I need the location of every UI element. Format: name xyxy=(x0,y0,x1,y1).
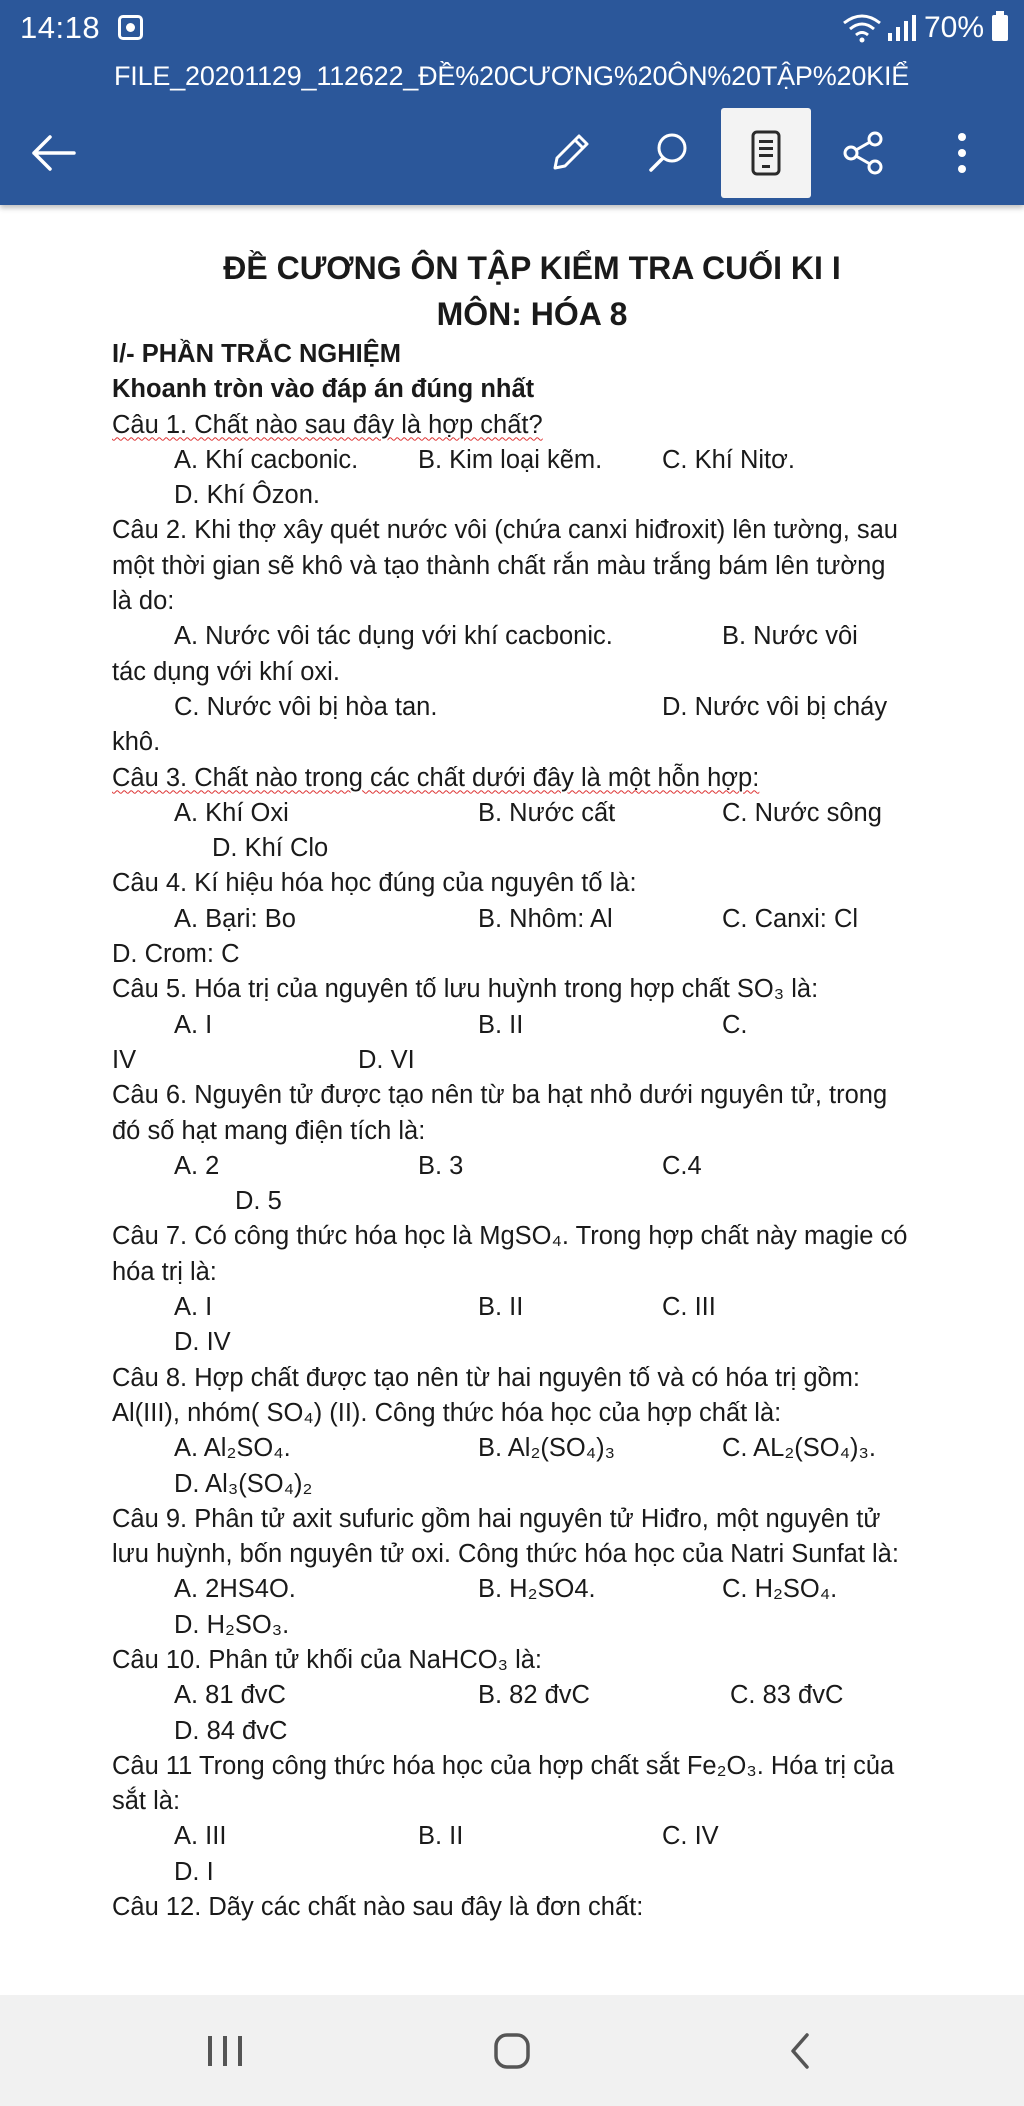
answer-row xyxy=(112,1149,912,1184)
answer-d: D. 5 xyxy=(235,1187,282,1216)
edit-button[interactable] xyxy=(525,108,615,198)
back-button[interactable] xyxy=(8,108,98,198)
answer-a: A. Khí cacbonic. xyxy=(174,445,359,474)
answer-b: B. Nước cất xyxy=(478,798,616,827)
battery-icon xyxy=(992,15,1008,41)
section-heading: I/- PHẦN TRẮC NGHIỆM xyxy=(112,340,401,368)
answer-a: A. Nước vôi tác dụng với khí cacbonic. xyxy=(174,622,613,651)
back-nav-button[interactable] xyxy=(740,1995,860,2106)
answer-b-continued: tác dụng với khí oxi. xyxy=(112,657,340,686)
answer-c: C. Canxi: Cl xyxy=(722,904,859,933)
answer-row xyxy=(112,690,912,725)
question-3 xyxy=(112,761,912,796)
answer-d: D. Crom: C xyxy=(112,940,240,969)
question-2: Câu 2. Khi thợ xây quét nước vôi (chứa canxi hiđroxit) lên tường, sau một thời gian sẽ khô và tạo thành chất rắn màu trắng bám lên tường là do: xyxy=(112,516,898,616)
answer-a: A. I xyxy=(174,1010,213,1039)
answer-b: B. Nước vôi xyxy=(722,622,858,651)
mobile-view-button[interactable] xyxy=(721,108,811,198)
battery-percent: 70% xyxy=(923,11,984,44)
question-7: Câu 7. Có công thức hóa học là MgSO₄. Trong hợp chất này magie có hóa trị là: xyxy=(112,1222,908,1286)
answer-d: D. Khí Clo xyxy=(212,834,329,863)
answer-row xyxy=(112,902,912,937)
answer-row xyxy=(112,1678,912,1713)
answer-c-continued: IV xyxy=(112,1045,137,1074)
question-text: Câu 1. Chất nào sau đây là hợp chất? xyxy=(112,410,543,439)
answer-d: D. IV xyxy=(174,1328,231,1357)
answer-b: B. II xyxy=(478,1293,524,1322)
pencil-icon xyxy=(547,130,593,176)
answer-d-continued: khô. xyxy=(112,728,161,757)
app-header xyxy=(0,0,1024,205)
answer-row xyxy=(112,1819,912,1854)
answer-c: C. xyxy=(722,1010,748,1039)
answer-row xyxy=(112,1290,912,1325)
answer-a: A. III xyxy=(174,1822,227,1851)
question-5: Câu 5. Hóa trị của nguyên tố lưu huỳnh trong hợp chất SO₃ là: xyxy=(112,975,819,1004)
question-11: Câu 11 Trong công thức hóa học của hợp chất sắt Fe₂O₃. Hóa trị của sắt là: xyxy=(112,1751,895,1816)
answer-a: A. 81 đvC xyxy=(174,1681,286,1710)
answer-b: B. Nhôm: Al xyxy=(478,904,613,933)
question-12: Câu 12. Dãy các chất nào sau đây là đơn chất: xyxy=(112,1893,644,1922)
question-text: Câu 3. Chất nào trong các chất dưới đây là một hỗn hợp: xyxy=(112,763,760,792)
status-right xyxy=(842,8,1008,48)
answer-a: A. Khí Oxi xyxy=(174,798,289,827)
question-8: Câu 8. Hợp chất được tạo nên từ hai nguyên tố và có hóa trị gồm: Al(III), nhóm( SO₄) (II). Công thức hóa học của hợp chất là: xyxy=(112,1363,861,1427)
answer-d: D. Khí Ôzon. xyxy=(174,481,320,510)
answer-b: B. II xyxy=(478,1010,524,1039)
answer-c: C. Nước sông xyxy=(722,798,882,827)
answer-b: B. II xyxy=(418,1822,464,1851)
answer-row xyxy=(112,619,912,654)
answer-d: D. I xyxy=(174,1857,214,1886)
answer-row xyxy=(112,796,912,831)
question-9: Câu 9. Phân tử axit sufuric gồm hai nguyên tử Hiđro, một nguyên tử lưu huỳnh, bốn nguyên tử oxi. Công thức hóa học của Natri Sunfat là: xyxy=(112,1504,899,1569)
status-time: 14:18 xyxy=(20,10,101,45)
answer-row xyxy=(112,1572,912,1607)
answer-c: C. AL₂(SO₄)₃. xyxy=(722,1434,876,1463)
document-title: ĐỀ CƯƠNG ÔN TẬP KIỂM TRA CUỐI KI I xyxy=(223,250,841,286)
wifi-signal-icon xyxy=(842,13,916,43)
question-1 xyxy=(112,408,912,443)
answer-c: C. IV xyxy=(662,1822,719,1851)
answer-b: B. 82 đvC xyxy=(478,1681,590,1710)
document-subtitle: MÔN: HÓA 8 xyxy=(436,296,628,332)
answer-c: C.4 xyxy=(662,1151,702,1180)
instruction: Khoanh tròn vào đáp án đúng nhất xyxy=(112,375,535,404)
answer-c: C. 83 đvC xyxy=(730,1681,844,1710)
answer-row xyxy=(112,1008,912,1043)
answer-b: B. 3 xyxy=(418,1151,464,1180)
answer-d: D. 84 đvC xyxy=(174,1716,288,1745)
search-icon xyxy=(645,130,691,176)
question-10: Câu 10. Phân tử khối của NaHCO₃ là: xyxy=(112,1645,543,1674)
more-vertical-icon xyxy=(956,131,968,175)
answer-b: B. H₂SO4. xyxy=(478,1575,596,1604)
answer-a: A. I xyxy=(174,1293,213,1322)
more-options-button[interactable] xyxy=(917,108,1007,198)
chevron-left-icon xyxy=(785,2031,815,2071)
answer-c: C. H₂SO₄. xyxy=(722,1575,838,1604)
question-4: Câu 4. Kí hiệu hóa học đúng của nguyên tố là: xyxy=(112,869,637,898)
answer-d: D. Al₃(SO₄)₂ xyxy=(174,1469,313,1498)
share-button[interactable] xyxy=(819,108,909,198)
answer-a: A. Bạri: Bo xyxy=(174,904,296,933)
mobile-view-icon xyxy=(749,129,783,177)
answer-row xyxy=(112,443,912,478)
answer-d: D. Nước vôi bị cháy xyxy=(662,692,888,721)
notification-icon xyxy=(118,15,143,40)
answer-a: A. 2HS4O. xyxy=(174,1575,296,1604)
system-nav-bar xyxy=(0,1995,1024,2106)
back-arrow-icon xyxy=(30,133,76,173)
search-button[interactable] xyxy=(623,108,713,198)
answer-c: C. Nước vôi bị hòa tan. xyxy=(174,692,438,721)
answer-c: C. Khí Nitơ. xyxy=(662,445,795,474)
document-content xyxy=(112,245,912,1925)
answer-b: B. Kim loại kẽm. xyxy=(418,445,603,474)
toolbar xyxy=(0,108,1024,200)
answer-row xyxy=(112,1431,912,1466)
answer-d: D. H₂SO₃. xyxy=(174,1610,290,1639)
question-6: Câu 6. Nguyên tử được tạo nên từ ba hạt nhỏ dưới nguyên tử, trong đó số hạt mang điện tích là: xyxy=(112,1081,888,1145)
home-button[interactable] xyxy=(452,1995,572,2106)
answer-row xyxy=(112,1043,912,1078)
recent-apps-button[interactable] xyxy=(165,1995,285,2106)
answer-c: C. III xyxy=(662,1293,716,1322)
home-icon xyxy=(492,2031,532,2071)
share-icon xyxy=(841,130,887,176)
answer-d: D. VI xyxy=(358,1045,415,1074)
document-filename: FILE_20201129_112622_ĐỀ%20CƯƠNG%20ÔN%20TẬP%20KIỂ xyxy=(114,61,910,91)
answer-a: A. 2 xyxy=(174,1151,220,1180)
status-bar xyxy=(0,0,1024,56)
answer-b: B. Al₂(SO₄)₃ xyxy=(478,1434,615,1463)
answer-a: A. Al₂SO₄. xyxy=(174,1434,291,1463)
recent-apps-icon xyxy=(205,2034,245,2068)
